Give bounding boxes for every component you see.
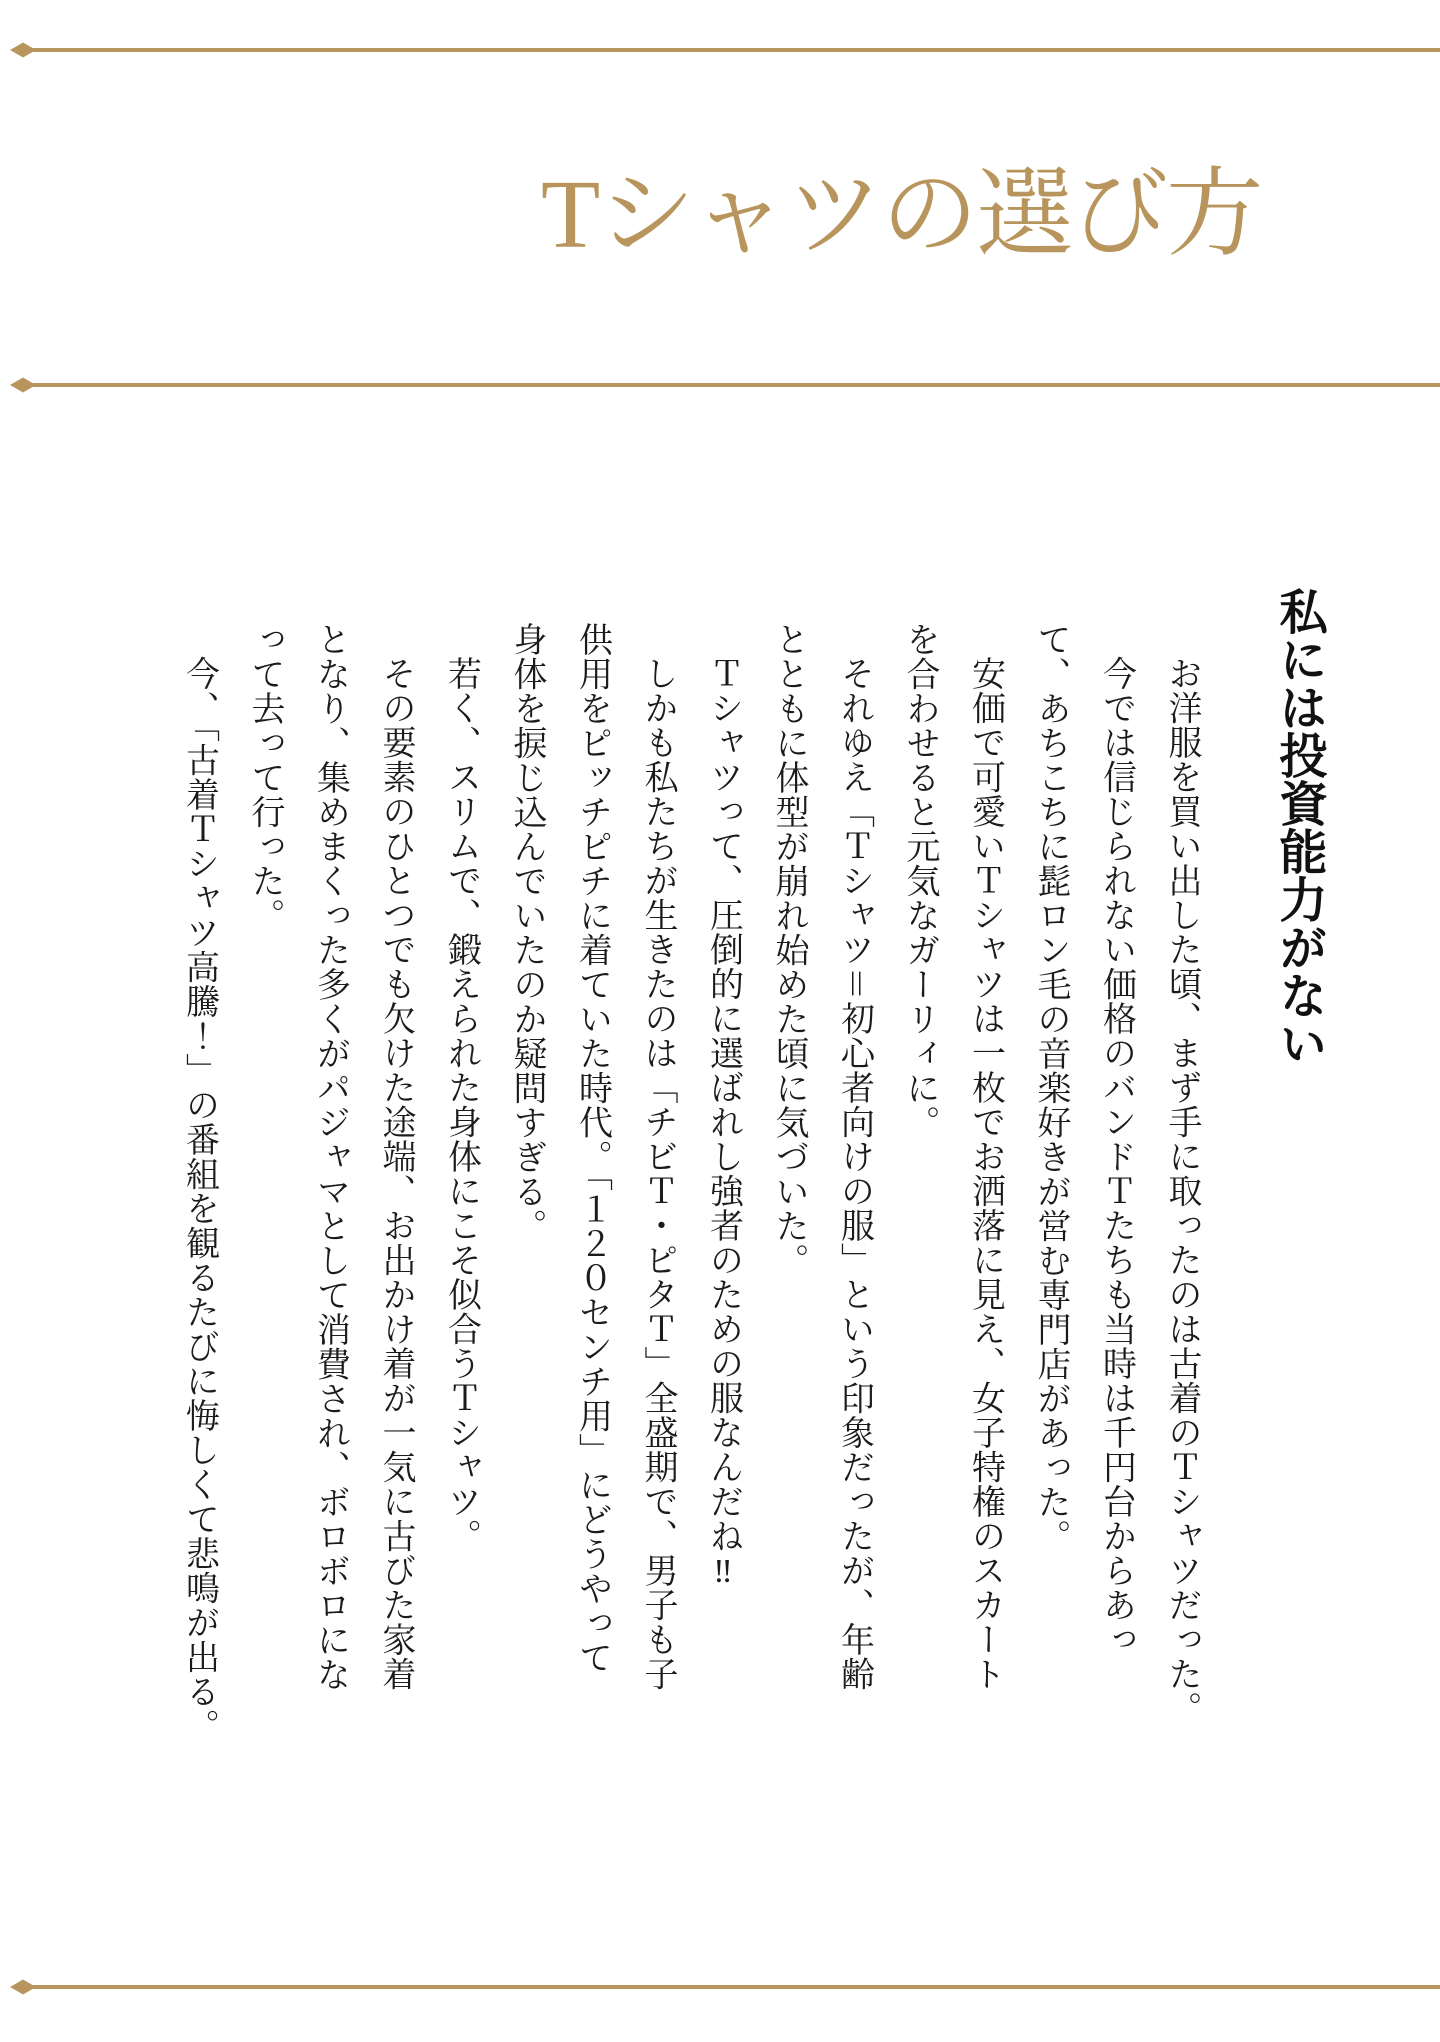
body-column: お洋服を買い出した頃、まず手に取ったのは古着のＴシャツだった。	[1163, 656, 1200, 1726]
body-column: 供用をピッチピチに着ていた時代。「１２０センチ用」にどうやって	[573, 622, 611, 1675]
diamond-icon	[10, 378, 36, 393]
body-column: 身体を捩じ込んでいたのか疑問すぎる。	[508, 622, 545, 1243]
body-column: 安価で可愛いＴシャツは一枚でお洒落に見え、女子特権のスカート	[966, 656, 1004, 1691]
middle-rule	[24, 383, 1440, 387]
page-title: Tシャツの選び方	[541, 161, 1262, 268]
diamond-icon	[10, 1980, 36, 1995]
section-heading: 私には投資能力がない	[1272, 587, 1325, 1067]
body-column: となり、集めまくった多くがパジャマとして消費され、ボロボロにな	[311, 622, 349, 1692]
body-column: それゆえ「Ｔシャツ＝初心者向けの服」という印象だったが、年齢	[835, 656, 873, 1691]
top-rule	[24, 48, 1440, 52]
body-column: しかも私たちが生きたのは「チビＴ・ピタＴ」全盛期で、男子も子	[639, 656, 676, 1691]
body-column: とともに体型が崩れ始めた頃に気づいた。	[770, 622, 807, 1278]
diamond-icon	[10, 43, 36, 58]
body-column: を合わせると元気なガーリィに。	[901, 622, 938, 1140]
body-column: Ｔシャツって、圧倒的に選ばれし強者のための服なんだね‼	[704, 656, 742, 1591]
body-column: 今、「古着Ｔシャツ高騰！」の番組を観るたびに悔しくて悲鳴が出る。	[180, 656, 218, 1743]
body-column: その要素のひとつでも欠けた途端、お出かけ着が一気に古びた家着	[377, 656, 414, 1691]
body-column: 若く、スリムで、鍛えられた身体にこそ似合うＴシャツ。	[442, 656, 480, 1553]
body-columns	[166, 622, 1214, 1752]
body-column: 今では信じられない価格のバンドＴたちも当時は千円台からあっ	[1097, 656, 1135, 1657]
body-column: って去って行った。	[246, 622, 283, 933]
body-column: て、あちこちに髭ロン毛の音楽好きが営む専門店があった。	[1032, 622, 1069, 1554]
bottom-rule	[24, 1985, 1440, 1989]
